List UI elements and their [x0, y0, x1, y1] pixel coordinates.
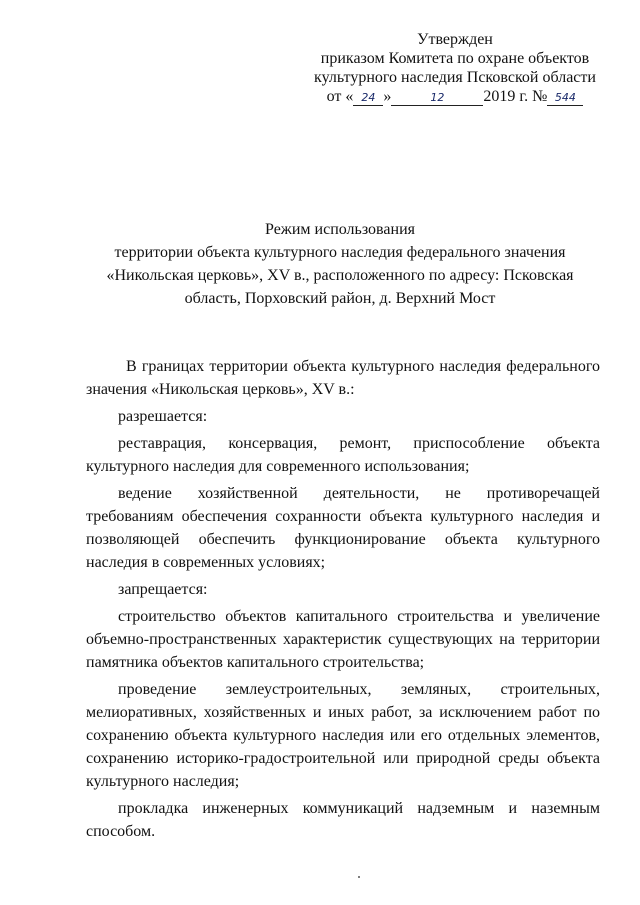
approval-block	[300, 30, 610, 106]
forbidden-item-1: строительство объектов капитального строительства и увеличение объемно-пространственных характеристик существующих на территории памятника объектов капитального строительства;	[86, 608, 600, 671]
date-mid: »	[383, 88, 392, 105]
intro-paragraph: В границах территории объекта культурного наследия федерального значения «Никольская церковь», XV в.:	[86, 358, 600, 398]
title-line-2: территории объекта культурного наследия федерального значения	[114, 244, 566, 261]
title-line-3: «Никольская церковь», XV в., расположенного по адресу: Псковская	[106, 267, 574, 284]
scan-speck	[358, 876, 360, 878]
title-line-1: Режим использования	[265, 221, 415, 238]
date-month-handwritten: 12	[391, 91, 483, 106]
document-title	[90, 218, 590, 310]
allowed-heading: разрешается:	[118, 408, 208, 425]
approval-heading: Утвержден	[417, 31, 493, 48]
date-prefix: от «	[326, 88, 354, 105]
date-year: 2019 г. №	[483, 88, 548, 105]
forbidden-item-3: прокладка инженерных коммуникаций надземным и наземным способом.	[86, 800, 600, 840]
approval-committee-line: культурного наследия Псковской области	[314, 69, 596, 86]
title-line-4: область, Порховский район, д. Верхний Мост	[184, 290, 496, 307]
forbidden-item-2: проведение землеустроительных, земляных, строительных, мелиоративных, хозяйственных и иных работ, за исключением работ по сохранению объекта культурного наследия или его отдельных элементов, сохранению историко-градостроительной или природной среды объекта культурного наследия;	[86, 681, 600, 790]
date-day-handwritten: 24	[353, 91, 383, 106]
approval-order-line: приказом Комитета по охране объектов	[320, 50, 590, 67]
allowed-item-2: ведение хозяйственной деятельности, не противоречащей требованиям обеспечения сохранности объекта культурного наследия и позволяющей обеспечить функционирование объекта культурного наследия в современных условиях;	[86, 485, 600, 571]
document-body	[86, 355, 600, 843]
forbidden-heading: запрещается:	[118, 581, 208, 598]
order-number-handwritten: 544	[547, 91, 583, 106]
approval-date-line	[300, 87, 610, 106]
allowed-item-1: реставрация, консервация, ремонт, приспособление объекта культурного наследия для современного использования;	[86, 435, 600, 475]
